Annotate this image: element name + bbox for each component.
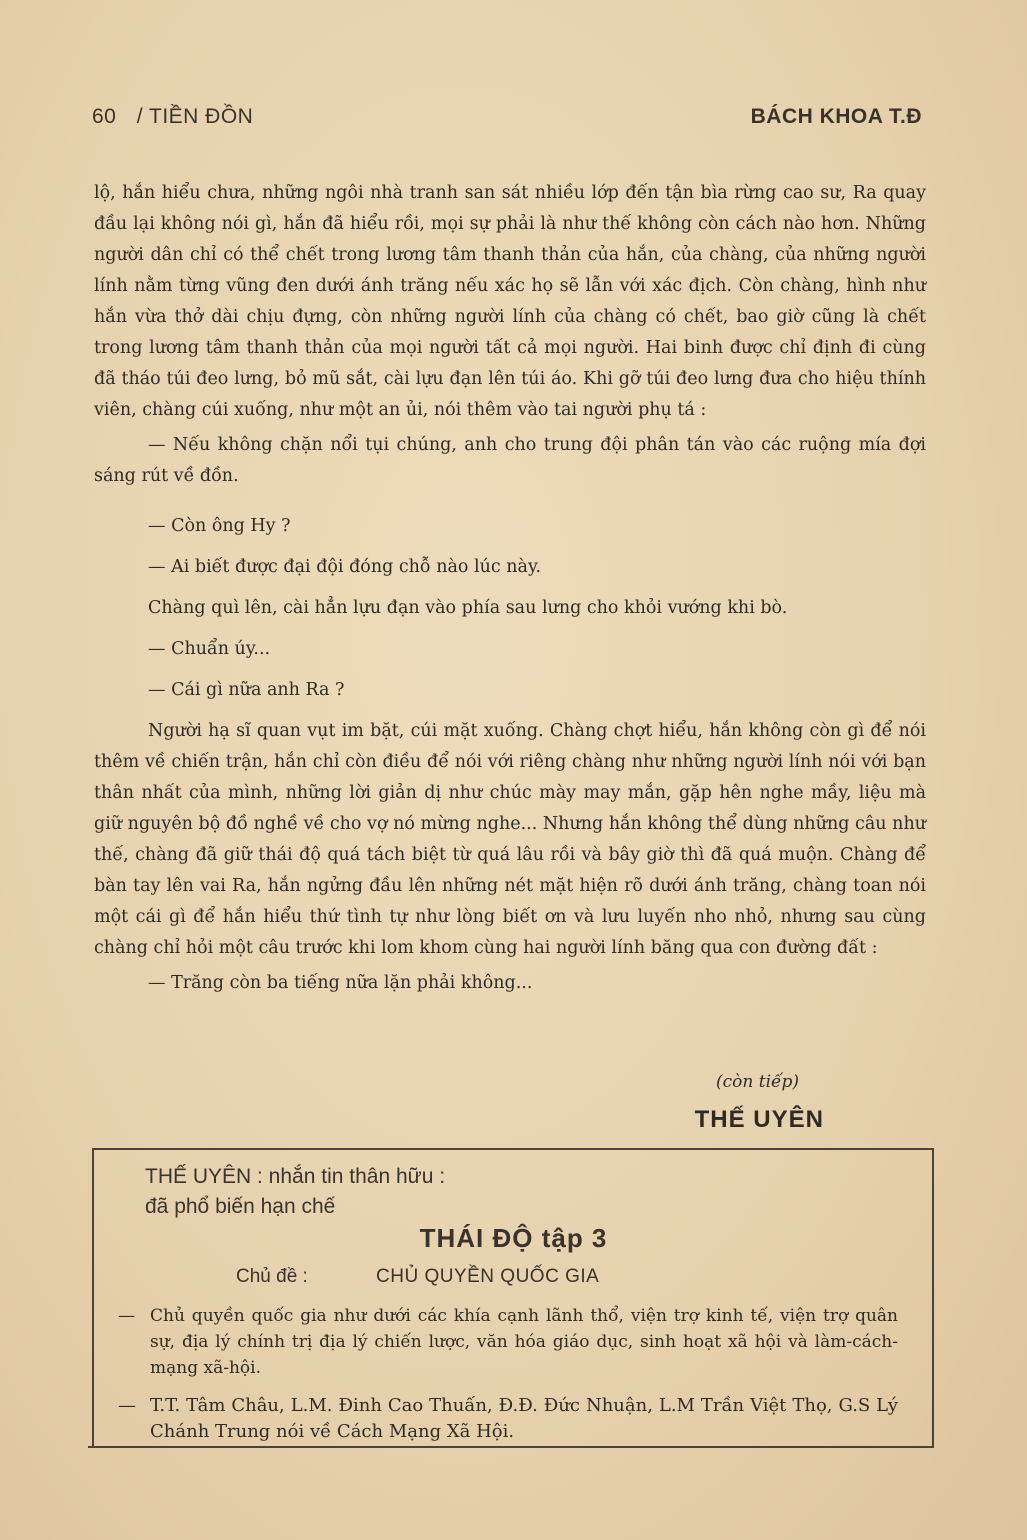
ad-theme-value: CHỦ QUYỀN QUỐC GIA	[376, 1266, 600, 1287]
page-number: 60	[92, 105, 117, 128]
author-name: THẾ UYÊN	[694, 1106, 824, 1133]
ad-notice-line: THẾ UYÊN : nhắn tin thân hữu :	[145, 1165, 446, 1188]
header-left	[92, 105, 253, 129]
ad-item-text: Chủ quyền quốc gia như dưới các khía cạnh lãnh thổ, viện trợ kinh tế, viện trợ quân sự, địa lý chính trị địa lý chiến lược, văn hóa giáo dục, sinh hoạt xã hội và làm-cách-mạng xã-hội.	[150, 1306, 898, 1378]
dash: —	[118, 1395, 136, 1416]
dialogue-line: — Chuẩn úy...	[148, 639, 271, 659]
dialogue-line: — Nếu không chặn nổi tụi chúng, anh cho trung đội phân tán vào các ruộng mía đợi sáng rút về đồn.	[94, 435, 926, 486]
ad-theme-label: Chủ đề :	[236, 1266, 308, 1287]
dialogue-line: — Còn ông Hy ?	[148, 516, 291, 536]
paragraph: Chàng quì lên, cài hẳn lựu đạn vào phía sau lưng cho khỏi vướng khi bò.	[148, 598, 788, 618]
ad-notice-line: đã phổ biến hạn chế	[145, 1195, 336, 1218]
ad-theme	[236, 1266, 600, 1288]
section-title: / TIỀN ĐỒN	[136, 105, 254, 128]
paragraph: Người hạ sĩ quan vụt im bặt, cúi mặt xuống. Chàng chợt hiểu, hắn không còn gì để nói thêm về chiến trận, hắn chỉ còn điều để nói với riêng chàng như những người lính nói với bạn thân nhất của mình, những lời giản dị như chúc mày may mắn, gặp hên nghe mầy, liệu mà giữ nguyên bộ đồ nghề về cho vợ nó mừng nghe... Nhưng hắn không thể dùng những câu như thế, chàng đã giữ thái độ quá tách biệt từ quá lâu rồi và bây giờ thì đã quá muộn. Chàng để bàn tay lên vai Ra, hắn ngửng đầu lên những nét mặt hiện rõ dưới ánh trăng, chàng toan nói một cái gì để hắn hiểu thứ tình tự như lòng biết ơn và lưu luyến nho nhỏ, nhưng sau cùng chàng chỉ hỏi một câu trước khi lom khom cùng hai người lính băng qua con đường đất :	[94, 721, 926, 958]
dialogue-line: — Ai biết được đại đội đóng chỗ nào lúc này.	[148, 557, 542, 577]
dialogue-line: — Trăng còn ba tiếng nữa lặn phải không...	[148, 973, 533, 993]
ad-book-title: THÁI ĐỘ tập 3	[419, 1223, 608, 1253]
paragraph: lộ, hắn hiểu chưa, những ngôi nhà tranh san sát nhiều lớp đến tận bìa rừng cao sư, Ra quay đầu lại không nói gì, hắn đã hiểu rồi, mọi sự phải là như thế không còn cách nào hơn. Những người dân chỉ có thể chết trong lương tâm thanh thản của hắn, của chàng, của những người lính nằm từng vũng đen dưới ánh trăng nếu xác họ sẽ lẫn với xác địch. Còn chàng, hình như hắn vừa thở dài chịu đựng, còn những người lính của chàng có chết, bao giờ cũng là chết trong lương tâm thanh thản của mọi người tất cả mọi người. Hai binh được chỉ định đi cùng đã tháo túi đeo lưng, bỏ mũ sắt, cài lựu đạn lên túi áo. Khi gỡ túi đeo lưng đưa cho hiệu thính viên, chàng cúi xuống, như một an ủi, nói thêm vào tai người phụ tá :	[94, 183, 926, 420]
ad-notice	[145, 1162, 445, 1222]
dash: —	[118, 1306, 135, 1326]
article-body	[94, 178, 926, 999]
continued-note: (còn tiếp)	[716, 1072, 799, 1092]
ad-item	[118, 1393, 898, 1445]
ad-item	[118, 1303, 898, 1381]
ad-items	[118, 1303, 898, 1457]
magazine-title: BÁCH KHOA T.Đ	[750, 105, 922, 128]
dialogue-line: — Cái gì nữa anh Ra ?	[148, 680, 345, 700]
ad-item-text: T.T. Tâm Châu, L.M. Đinh Cao Thuấn, Đ.Đ. Đức Nhuận, L.M Trần Việt Thọ, G.S Lý Chánh Trung nói về Cách Mạng Xã Hội.	[150, 1395, 898, 1442]
